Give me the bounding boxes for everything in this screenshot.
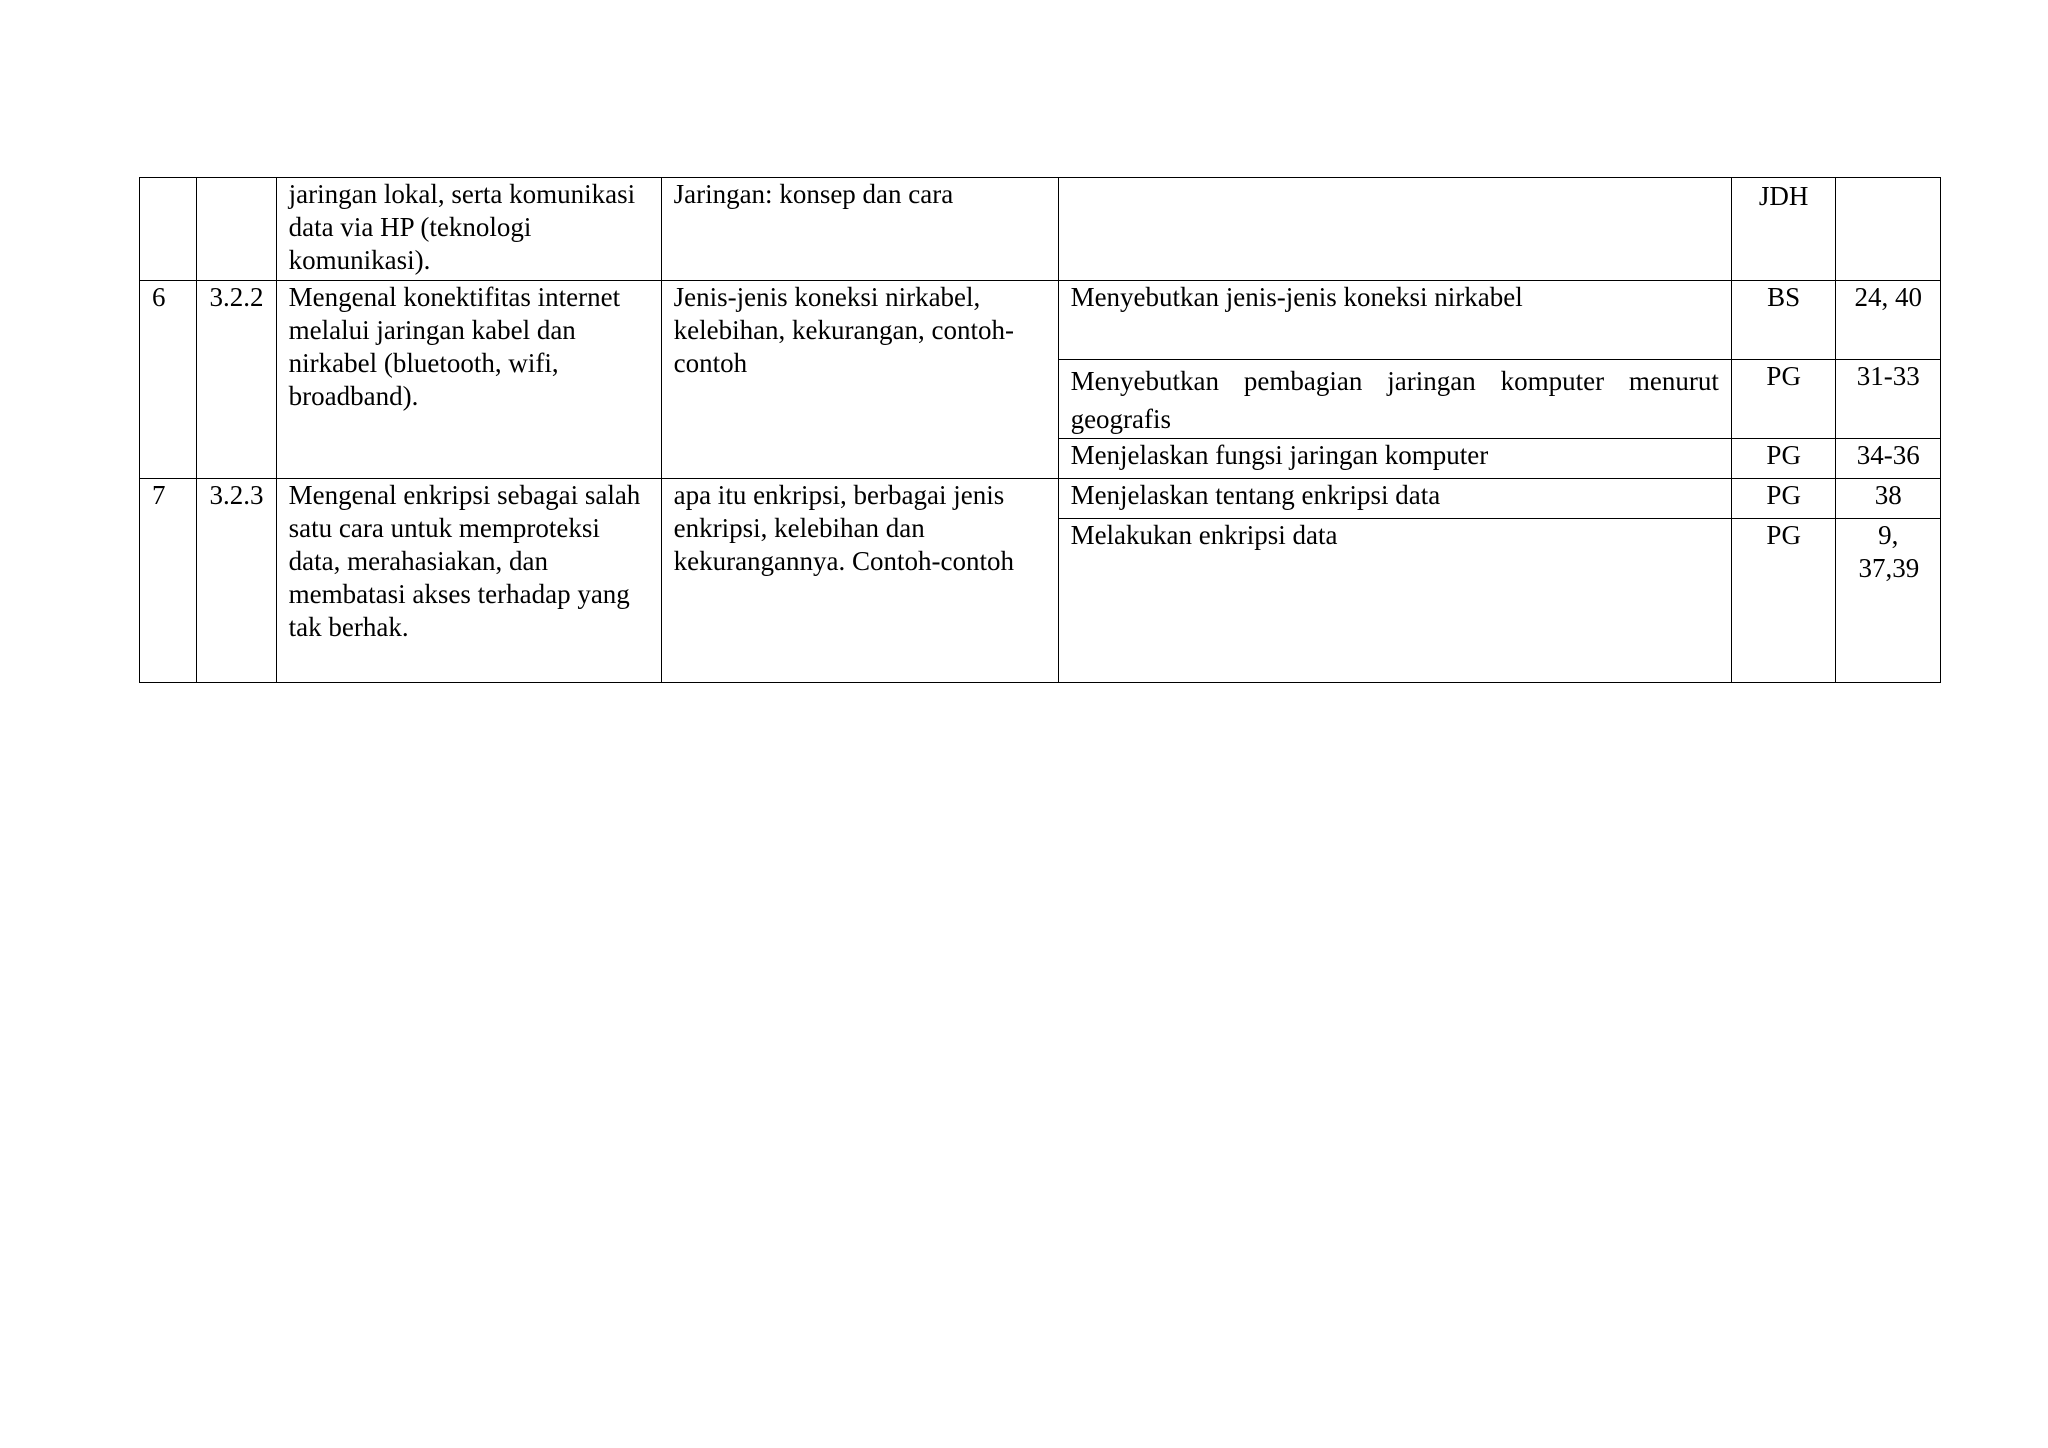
question-number: 9, 37,39 (1836, 519, 1941, 683)
question-type: JDH (1731, 178, 1836, 281)
question-type: BS (1731, 281, 1836, 360)
question-type: PG (1731, 479, 1836, 519)
competency-code (197, 178, 276, 281)
indicator-text (1058, 178, 1731, 281)
competency-code: 3.2.2 (197, 281, 276, 479)
row-number (140, 178, 197, 281)
indicator-text: Melakukan enkripsi data (1058, 519, 1731, 683)
competency-text: jaringan lokal, serta komunikasi data via HP (teknologi komunikasi). (276, 178, 661, 281)
question-number: 38 (1836, 479, 1941, 519)
question-type: PG (1731, 439, 1836, 479)
table-row (140, 479, 1941, 519)
table-row (140, 178, 1941, 281)
question-number: 31-33 (1836, 360, 1941, 439)
material-text: apa itu enkripsi, berbagai jenis enkripsi, kelebihan dan kekurangannya. Contoh-contoh (661, 479, 1058, 683)
indicator-text: Menjelaskan tentang enkripsi data (1058, 479, 1731, 519)
question-number: 34-36 (1836, 439, 1941, 479)
indicator-text: Menyebutkan jenis-jenis koneksi nirkabel (1058, 281, 1731, 360)
indicator-text: Menyebutkan pembagian jaringan komputer menurut geografis (1058, 360, 1731, 439)
question-type: PG (1731, 519, 1836, 683)
competency-text: Mengenal enkripsi sebagai salah satu cara untuk memproteksi data, merahasiakan, dan membatasi akses terhadap yang tak berhak. (276, 479, 661, 683)
material-text: Jenis-jenis koneksi nirkabel, kelebihan, kekurangan, contoh-contoh (661, 281, 1058, 479)
indicator-text: Menjelaskan fungsi jaringan komputer (1058, 439, 1731, 479)
row-number: 6 (140, 281, 197, 479)
blueprint-table (139, 177, 1941, 683)
material-text: Jaringan: konsep dan cara (661, 178, 1058, 281)
competency-code: 3.2.3 (197, 479, 276, 683)
row-number: 7 (140, 479, 197, 683)
table-row (140, 281, 1941, 360)
competency-text: Mengenal konektifitas internet melalui jaringan kabel dan nirkabel (bluetooth, wifi, broadband). (276, 281, 661, 479)
question-type: PG (1731, 360, 1836, 439)
question-number: 24, 40 (1836, 281, 1941, 360)
question-number (1836, 178, 1941, 281)
